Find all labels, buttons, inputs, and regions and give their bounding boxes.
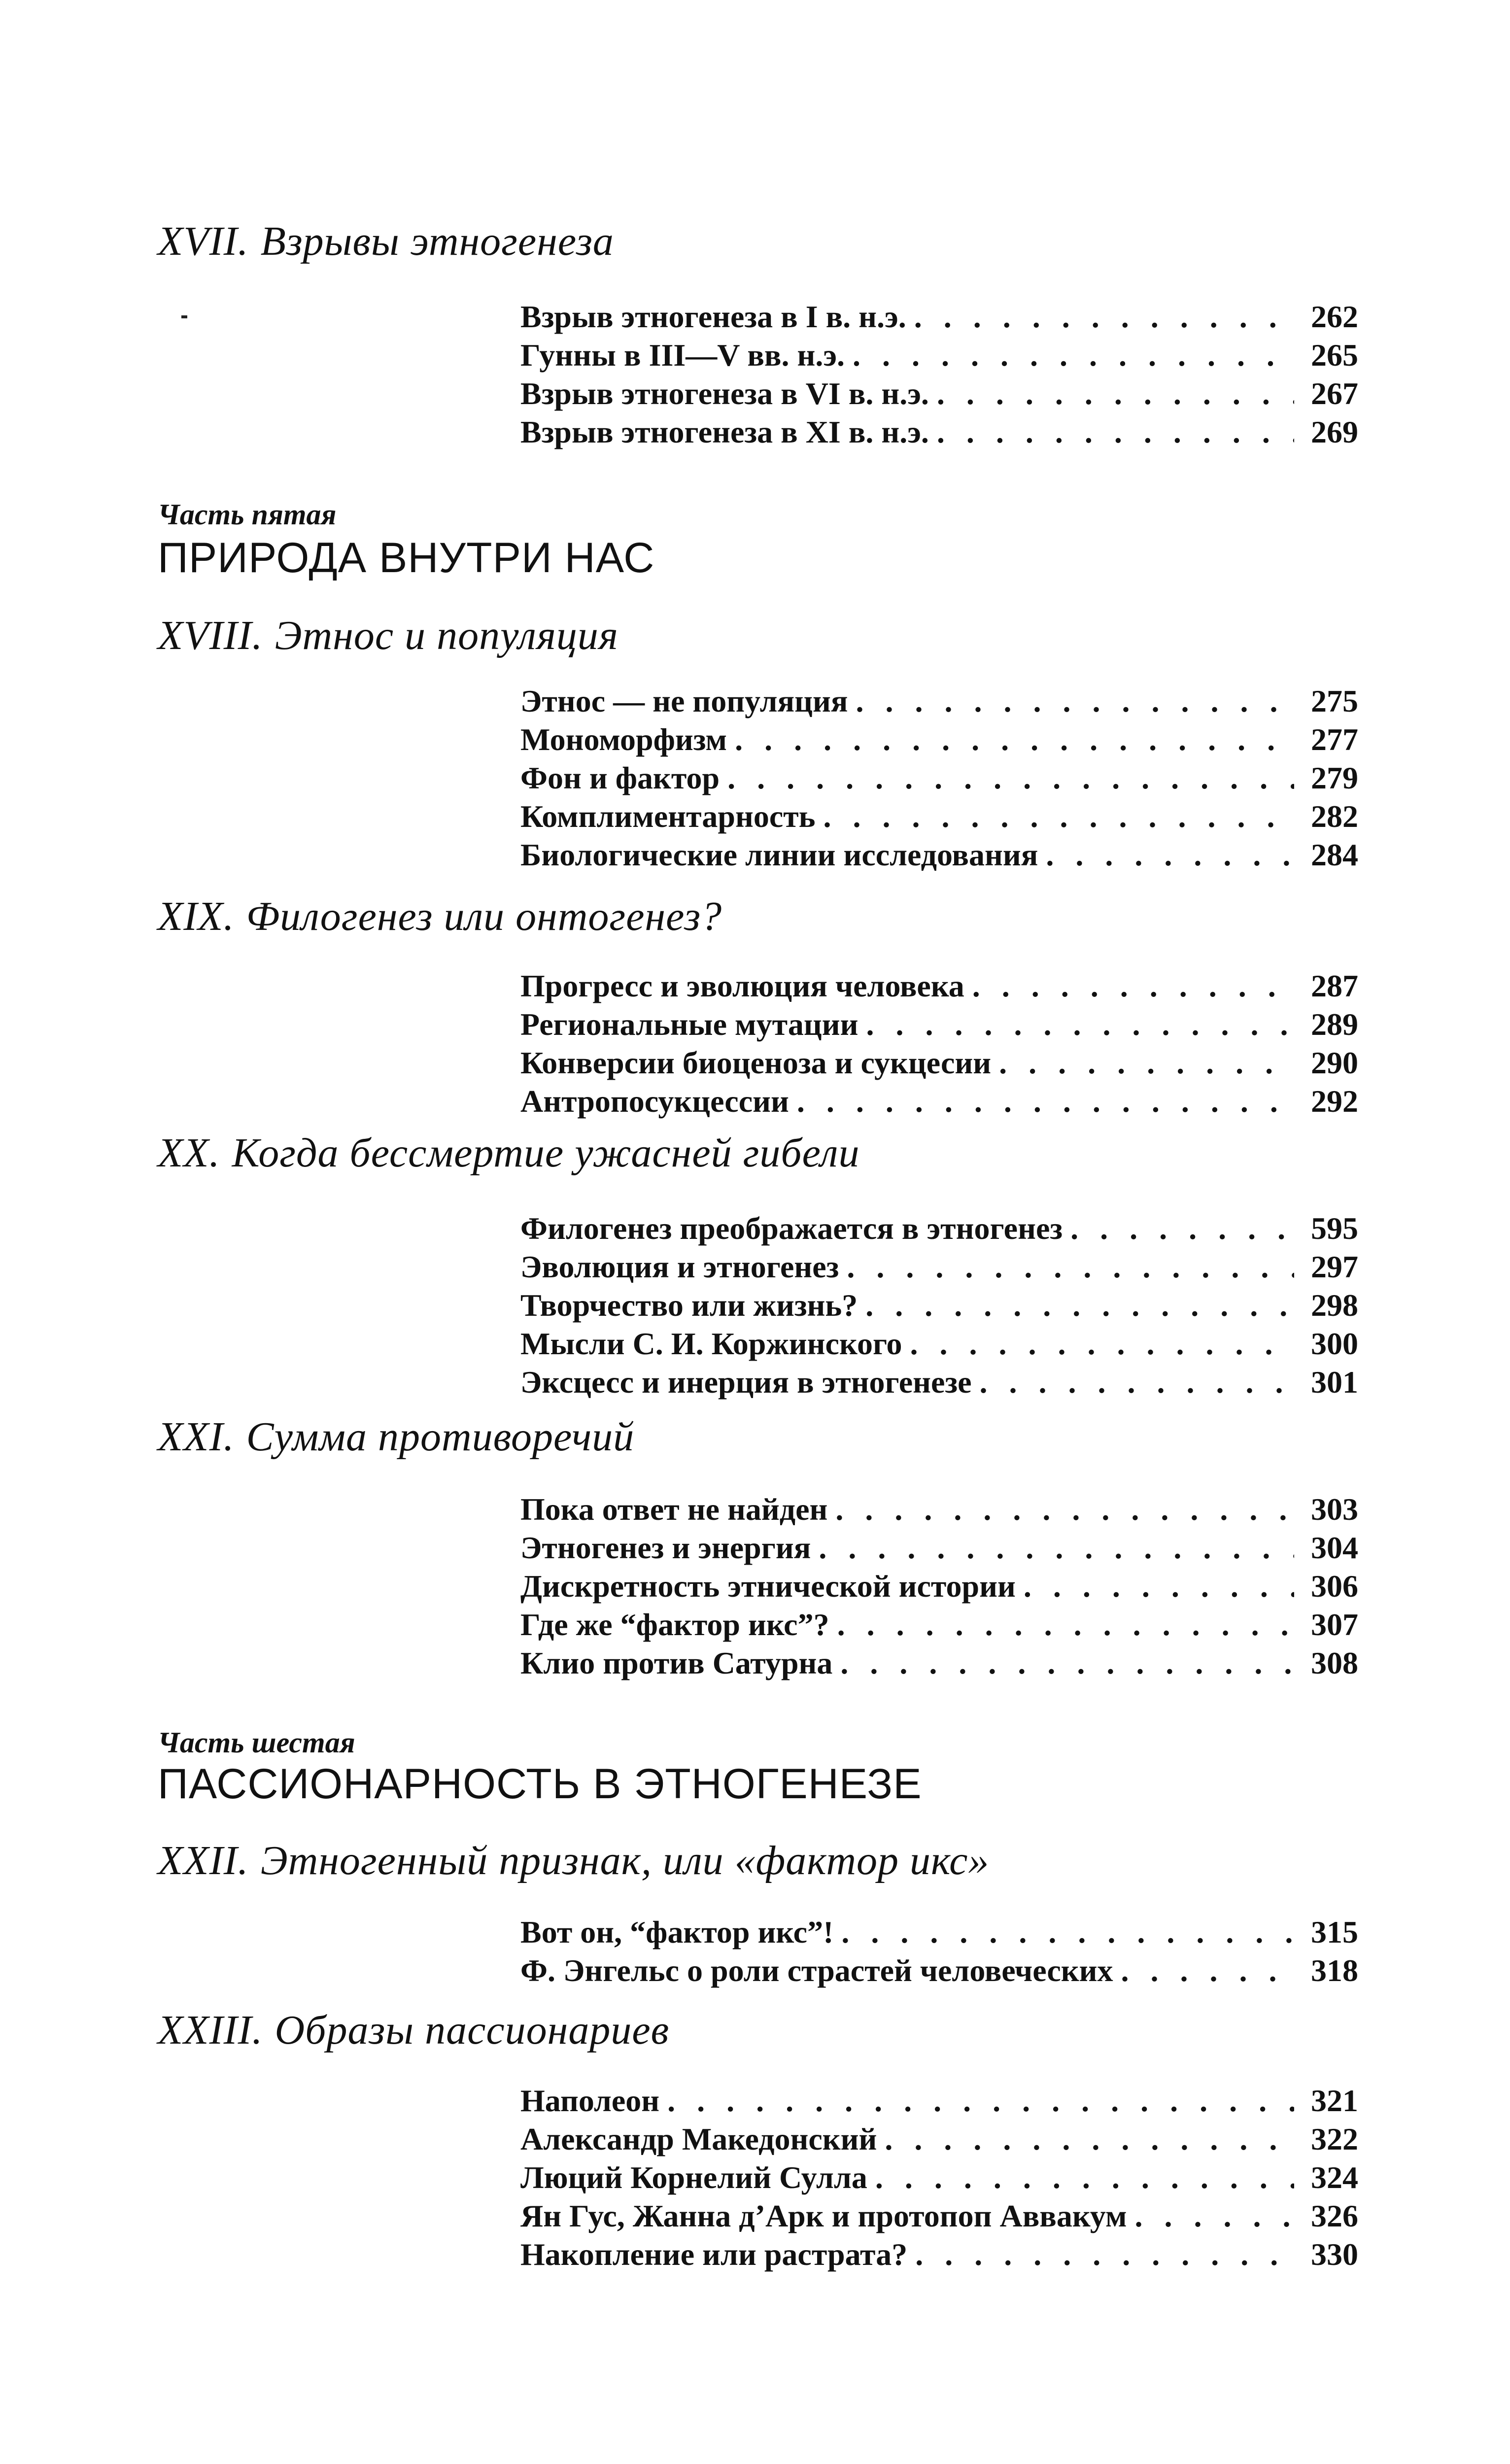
toc-entry [520, 2120, 1358, 2158]
entry-title: Эксцесс и инерция в этногенезе [520, 1365, 972, 1400]
dot-leader [1046, 836, 1294, 874]
dot-leader [865, 1286, 1294, 1325]
toc-entry [520, 298, 1358, 336]
chapter-heading [158, 217, 614, 266]
entry-title: Филогенез преображается в этногенез [520, 1211, 1063, 1246]
entry-page: 298 [1311, 1288, 1358, 1323]
dot-leader [727, 759, 1294, 797]
dot-leader [824, 797, 1295, 836]
entry-title: Пока ответ не найден [520, 1492, 828, 1527]
entry-page: 308 [1311, 1645, 1358, 1680]
dot-leader [1135, 2197, 1294, 2235]
toc-entry [520, 720, 1358, 759]
toc-entry [520, 967, 1358, 1005]
toc-entry [520, 1286, 1358, 1325]
dot-leader [999, 1044, 1294, 1082]
chapter-title: Филогенез или онтогенез? [246, 893, 722, 939]
entry-page: 324 [1311, 2160, 1358, 2195]
dot-leader [853, 336, 1294, 375]
chapter-title: Взрывы этногенеза [260, 218, 614, 264]
entry-title: Комплиментарность [520, 799, 816, 834]
toc-entry [520, 1005, 1358, 1044]
toc-entry [520, 2158, 1358, 2197]
toc-entry [520, 1567, 1358, 1606]
entry-title: Взрыв этногенеза в I в. н.э. [520, 299, 906, 334]
toc-entry [520, 1913, 1358, 1951]
entry-page: 318 [1311, 1953, 1358, 1988]
dot-leader [837, 1606, 1294, 1644]
entry-page: 292 [1311, 1084, 1358, 1119]
dot-leader [1121, 1951, 1294, 1990]
entry-title: Биологические линии исследования [520, 837, 1038, 872]
entry-title: Люций Корнелий Сулла [520, 2160, 867, 2195]
toc-entry [520, 759, 1358, 797]
entry-title: Александр Македонский [520, 2122, 877, 2156]
entry-title: Накопление или растрата? [520, 2237, 908, 2272]
dot-leader [910, 1325, 1294, 1363]
toc-entry [520, 797, 1358, 836]
part-label: Часть пятая [158, 498, 337, 531]
entry-title: Мономорфизм [520, 722, 727, 757]
entry-title: Клио против Сатурна [520, 1645, 833, 1680]
chapter-heading [158, 2006, 669, 2055]
chapter-heading [158, 1836, 989, 1885]
dot-leader [856, 682, 1294, 720]
toc-entry [520, 2235, 1358, 2274]
toc-entry [520, 1363, 1358, 1402]
chapter-number: XXI. [158, 1414, 235, 1460]
toc-entry [520, 1529, 1358, 1567]
entry-title: Региональные мутации [520, 1007, 858, 1042]
toc-entry [520, 682, 1358, 720]
entry-page: 289 [1311, 1007, 1358, 1042]
dot-leader [980, 1363, 1294, 1402]
entry-page: 267 [1311, 376, 1358, 411]
chapter-heading [158, 611, 618, 660]
entry-page: 277 [1311, 722, 1358, 757]
entry-page: 304 [1311, 1530, 1358, 1565]
chapter-number: XX. [158, 1130, 220, 1176]
toc-entry [520, 1209, 1358, 1248]
toc-entry [520, 1248, 1358, 1286]
entry-page: 326 [1311, 2198, 1358, 2233]
entry-page: 269 [1311, 414, 1358, 449]
entry-title: Где же “фактор икс”? [520, 1607, 829, 1642]
dot-leader [866, 1005, 1294, 1044]
entry-page: 297 [1311, 1249, 1358, 1284]
toc-entry [520, 375, 1358, 413]
dot-leader [819, 1529, 1294, 1567]
chapter-title: Этнос и популяция [275, 613, 618, 658]
entry-title: Дискретность этнической истории [520, 1569, 1016, 1604]
dot-leader [972, 967, 1294, 1005]
dot-leader [937, 375, 1294, 413]
toc-entry [520, 2197, 1358, 2235]
chapter-title: Образы пассионариев [275, 2007, 670, 2053]
dot-leader [735, 720, 1294, 759]
entry-page: 330 [1311, 2237, 1358, 2272]
entry-page: 300 [1311, 1326, 1358, 1361]
entry-title: Эволюция и этногенез [520, 1249, 839, 1284]
chapter-number: XXII. [158, 1838, 249, 1883]
stray-ink-mark [181, 315, 187, 318]
dot-leader [915, 2235, 1294, 2274]
entry-title: Этнос — не популяция [520, 684, 848, 719]
toc-entry [520, 336, 1358, 375]
dot-leader [667, 2082, 1294, 2120]
toc-entry [520, 1490, 1358, 1529]
entry-page: 275 [1311, 684, 1358, 719]
chapter-number: XIX. [158, 893, 235, 939]
entry-title: Антропосукцессии [520, 1084, 789, 1119]
entry-page: 307 [1311, 1607, 1358, 1642]
dot-leader [937, 413, 1294, 451]
entry-title: Вот он, “фактор икс”! [520, 1915, 834, 1950]
toc-entry [520, 1325, 1358, 1363]
toc-entry [520, 2082, 1358, 2120]
chapter-title: Этногенный признак, или «фактор икс» [260, 1838, 990, 1883]
toc-entry [520, 1606, 1358, 1644]
entry-page: 301 [1311, 1365, 1358, 1400]
entry-page: 303 [1311, 1492, 1358, 1527]
chapter-heading [158, 1412, 634, 1462]
dot-leader [847, 1248, 1294, 1286]
entry-title: Ф. Энгельс о роли страстей человеческих [520, 1953, 1113, 1988]
entry-page: 279 [1311, 760, 1358, 795]
dot-leader [914, 298, 1294, 336]
chapter-title: Сумма противоречий [246, 1414, 635, 1460]
dot-leader [875, 2158, 1294, 2197]
entry-title: Конверсии биоценоза и сукцесии [520, 1045, 992, 1080]
chapter-number: XXIII. [158, 2007, 263, 2053]
toc-entry [520, 413, 1358, 451]
chapter-heading [158, 1129, 859, 1178]
entry-page: 321 [1311, 2083, 1358, 2118]
entry-title: Фон и фактор [520, 760, 720, 795]
entry-page: 290 [1311, 1045, 1358, 1080]
chapter-number: XVII. [158, 218, 249, 264]
dot-leader [841, 1913, 1294, 1951]
entry-title: Взрыв этногенеза в VI в. н.э. [520, 376, 929, 411]
entry-page: 315 [1311, 1915, 1358, 1950]
dot-leader [840, 1644, 1294, 1682]
entry-title: Взрыв этногенеза в XI в. н.э. [520, 414, 929, 449]
toc-entry [520, 1644, 1358, 1682]
entry-page: 595 [1311, 1211, 1358, 1246]
entry-title: Мысли С. И. Коржинского [520, 1326, 902, 1361]
chapter-title: Когда бессмертие ужасней гибели [232, 1130, 860, 1176]
toc-entry [520, 1082, 1358, 1121]
entry-title: Этногенез и энергия [520, 1530, 811, 1565]
part-title: ПРИРОДА ВНУТРИ НАС [158, 534, 655, 582]
entry-page: 284 [1311, 837, 1358, 872]
entry-title: Гунны в III—V вв. н.э. [520, 338, 845, 373]
entry-page: 306 [1311, 1569, 1358, 1604]
dot-leader [797, 1082, 1294, 1121]
toc-entry [520, 1044, 1358, 1082]
toc-entry [520, 1951, 1358, 1990]
entry-title: Наполеон [520, 2083, 660, 2118]
chapter-number: XVIII. [158, 613, 263, 658]
entry-page: 287 [1311, 968, 1358, 1003]
dot-leader [835, 1490, 1294, 1529]
entry-page: 322 [1311, 2122, 1358, 2156]
toc-entry [520, 836, 1358, 874]
chapter-heading [158, 892, 722, 941]
entry-page: 262 [1311, 299, 1358, 334]
dot-leader [885, 2120, 1294, 2158]
entry-page: 265 [1311, 338, 1358, 373]
entry-title: Ян Гус, Жанна д’Арк и протопоп Аввакум [520, 2198, 1127, 2233]
entry-title: Творчество или жизнь? [520, 1288, 858, 1323]
dot-leader [1024, 1567, 1294, 1606]
entry-title: Прогресс и эволюция человека [520, 968, 964, 1003]
entry-page: 282 [1311, 799, 1358, 834]
part-title: ПАССИОНАРНОСТЬ В ЭТНОГЕНЕЗЕ [158, 1760, 922, 1808]
dot-leader [1070, 1209, 1294, 1248]
part-label: Часть шестая [158, 1726, 355, 1759]
